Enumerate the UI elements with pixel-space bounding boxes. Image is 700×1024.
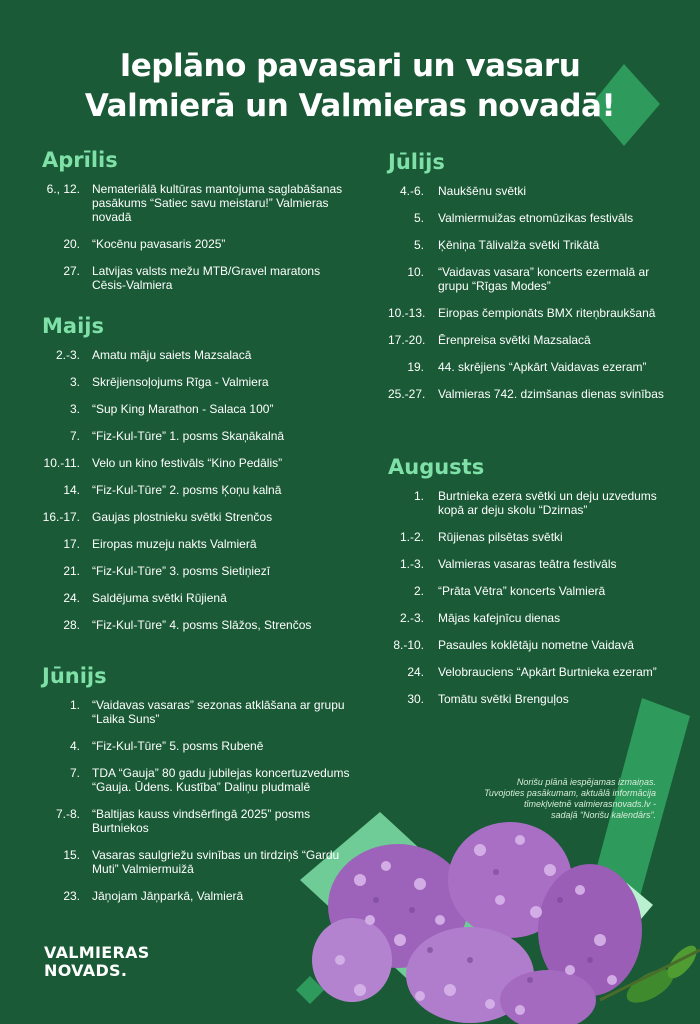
month-heading: Jūnijs — [42, 664, 107, 688]
note-line: Tuvojoties pasākumam, aktuālā informācija — [484, 788, 656, 798]
logo-line-2: NOVADS. — [44, 961, 128, 980]
event-row — [42, 848, 350, 876]
event-row — [388, 530, 678, 544]
event-title: Jāņojam Jāņparkā, Valmierā — [92, 889, 244, 903]
event-title: Burtnieka ezera svētki un deju uzvedums kopā ar deju skolu “Dzirnas” — [438, 489, 657, 517]
event-row — [388, 584, 678, 598]
event-row — [388, 638, 678, 652]
event-title: Naukšēnu svētki — [438, 184, 527, 198]
event-date: 24. — [407, 665, 424, 679]
event-row — [42, 237, 350, 251]
event-date: 4.-6. — [399, 184, 424, 198]
event-date: 7. — [69, 766, 80, 780]
event-title: “Kocēnu pavasaris 2025” — [92, 237, 226, 251]
event-date: 1. — [413, 489, 424, 503]
event-title: 44. skrējiens “Apkārt Vaidavas ezeram” — [438, 360, 647, 374]
event-list — [388, 489, 678, 706]
event-row — [388, 611, 678, 625]
event-title: Skrējiensoļojums Rīga - Valmiera — [92, 375, 269, 389]
month-june — [42, 664, 350, 916]
title-line-1: Ieplāno pavasari un vasaru — [119, 48, 581, 84]
event-date: 17.-20. — [388, 333, 426, 347]
event-title: “Fiz-Kul-Tūre” 2. posms Ķoņu kalnā — [92, 483, 282, 497]
event-date: 3. — [69, 375, 80, 389]
event-date: 30. — [407, 692, 424, 706]
event-title: Nemateriālā kultūras mantojuma saglabāšanas pasākums “Satiec savu meistaru!” Valmieras novadā — [92, 182, 343, 224]
event-date: 17. — [63, 537, 80, 551]
event-row — [388, 265, 678, 293]
event-date: 21. — [63, 564, 80, 578]
title-line-2: Valmierā un Valmieras novadā! — [84, 88, 616, 124]
event-row — [388, 692, 678, 706]
month-heading: Maijs — [42, 314, 104, 338]
logo-line-1: VALMIERAS — [44, 943, 150, 962]
month-april — [42, 148, 350, 305]
event-row — [42, 348, 350, 362]
event-title: Latvijas valsts mežu MTB/Gravel maratons Cēsis-Valmiera — [92, 264, 321, 292]
event-row — [388, 387, 678, 401]
event-date: 15. — [63, 848, 80, 862]
event-date: 20. — [63, 237, 80, 251]
event-title: Eiropas čempionāts BMX riteņbraukšanā — [438, 306, 656, 320]
event-list — [388, 184, 678, 401]
event-row — [388, 306, 678, 320]
event-title: “Fiz-Kul-Tūre” 3. posms Sietiņiezī — [92, 564, 271, 578]
event-date: 6., 12. — [46, 182, 80, 196]
event-title: Tomātu svētki Brenguļos — [438, 692, 569, 706]
event-date: 27. — [63, 264, 80, 278]
event-row — [388, 211, 678, 225]
page-title — [0, 46, 700, 126]
valmieras-novads-logo — [44, 944, 150, 980]
note-line: sadaļā “Norišu kalendārs”. — [550, 810, 656, 820]
event-row — [42, 402, 350, 416]
event-date: 28. — [63, 618, 80, 632]
event-title: Pasaules koklētāju nometne Vaidavā — [438, 638, 634, 652]
event-title: “Fiz-Kul-Tūre” 1. posms Skaņākalnā — [92, 429, 285, 443]
event-date: 2.-3. — [399, 611, 424, 625]
event-title: Valmieras 742. dzimšanas dienas svinības — [438, 387, 664, 401]
event-title: Velobrauciens “Apkārt Burtnieka ezeram” — [438, 665, 657, 679]
event-date: 3. — [69, 402, 80, 416]
event-title: “Prāta Vētra” koncerts Valmierā — [438, 584, 606, 598]
event-row — [42, 766, 350, 794]
event-date: 19. — [407, 360, 424, 374]
event-title: “Sup King Marathon - Salaca 100” — [92, 402, 274, 416]
note-line: Norišu plānā iespējamas izmaiņas. — [516, 777, 656, 787]
event-title: Vasaras saulgriežu svinības un tirdziņš “Gardu Muti” Valmiermuižā — [92, 848, 340, 876]
event-title: Amatu māju saiets Mazsalacā — [92, 348, 252, 362]
event-row — [42, 483, 350, 497]
event-title: Ķēniņa Tālivalža svētki Trikātā — [438, 238, 600, 252]
event-row — [388, 184, 678, 198]
note-line: tīmekļvietnē valmierasnovads.lv - — [523, 799, 656, 809]
event-title: Velo un kino festivāls “Kino Pedālis” — [92, 456, 283, 470]
event-date: 1.-3. — [399, 557, 424, 571]
event-date: 5. — [413, 211, 424, 225]
event-title: “Vaidavas vasara” koncerts ezermalā ar grupu “Rīgas Modes” — [438, 265, 650, 293]
event-row — [42, 698, 350, 726]
event-date: 10.-11. — [43, 456, 80, 470]
event-title: Valmieras vasaras teātra festivāls — [438, 557, 617, 571]
event-date: 1.-2. — [399, 530, 424, 544]
event-row — [42, 510, 350, 524]
event-row — [42, 564, 350, 578]
event-row — [388, 333, 678, 347]
event-date: 7.-8. — [55, 807, 80, 821]
event-date: 5. — [413, 238, 424, 252]
event-title: “Vaidavas vasaras” sezonas atklāšana ar grupu “Laika Suns” — [92, 698, 345, 726]
event-date: 14. — [63, 483, 80, 497]
event-title: Saldējuma svētki Rūjienā — [92, 591, 227, 605]
event-row — [388, 489, 678, 517]
event-date: 16.-17. — [42, 510, 80, 524]
event-list — [42, 698, 350, 903]
event-title: “Fiz-Kul-Tūre” 4. posms Slāžos, Strenčos — [92, 618, 312, 632]
event-row — [42, 182, 350, 224]
month-may — [42, 314, 350, 645]
event-row — [42, 739, 350, 753]
event-title: “Baltijas kauss vindsērfingā 2025” posms Burtniekos — [92, 807, 311, 835]
event-row — [42, 537, 350, 551]
event-row — [42, 618, 350, 632]
event-date: 23. — [63, 889, 80, 903]
disclaimer-note — [416, 777, 656, 821]
event-row — [42, 264, 350, 292]
event-row — [42, 456, 350, 470]
event-date: 10. — [407, 265, 424, 279]
event-row — [388, 360, 678, 374]
event-title: Ērenpreisa svētki Mazsalacā — [438, 333, 591, 347]
event-row — [42, 375, 350, 389]
event-list — [42, 348, 350, 632]
month-august — [388, 455, 678, 719]
event-title: Valmiermuižas etnomūzikas festivāls — [438, 211, 634, 225]
event-date: 24. — [63, 591, 80, 605]
event-title: “Fiz-Kul-Tūre” 5. posms Rubenē — [92, 739, 264, 753]
event-title: Gaujas plostnieku svētki Strenčos — [92, 510, 273, 524]
event-title: TDA “Gauja” 80 gadu jubilejas koncertuzvedums “Gauja. Ūdens. Kustība” Daliņu pludmalē — [92, 766, 350, 794]
month-july — [388, 150, 678, 414]
event-row — [42, 807, 350, 835]
month-heading: Jūlijs — [388, 150, 445, 174]
event-list — [42, 182, 350, 292]
event-date: 1. — [69, 698, 80, 712]
event-title: Rūjienas pilsētas svētki — [438, 530, 563, 544]
event-date: 10.-13. — [388, 306, 426, 320]
event-row — [42, 591, 350, 605]
event-row — [388, 665, 678, 679]
event-title: Eiropas muzeju nakts Valmierā — [92, 537, 257, 551]
month-heading: Aprīlis — [42, 148, 118, 172]
event-date: 7. — [69, 429, 80, 443]
event-date: 2. — [413, 584, 424, 598]
event-row — [388, 557, 678, 571]
event-row — [388, 238, 678, 252]
event-title: Mājas kafejnīcu dienas — [438, 611, 561, 625]
event-date: 4. — [69, 739, 80, 753]
event-date: 25.-27. — [388, 387, 426, 401]
event-date: 2.-3. — [55, 348, 80, 362]
event-date: 8.-10. — [393, 638, 424, 652]
month-heading: Augusts — [388, 455, 485, 479]
event-row — [42, 429, 350, 443]
event-row — [42, 889, 350, 903]
